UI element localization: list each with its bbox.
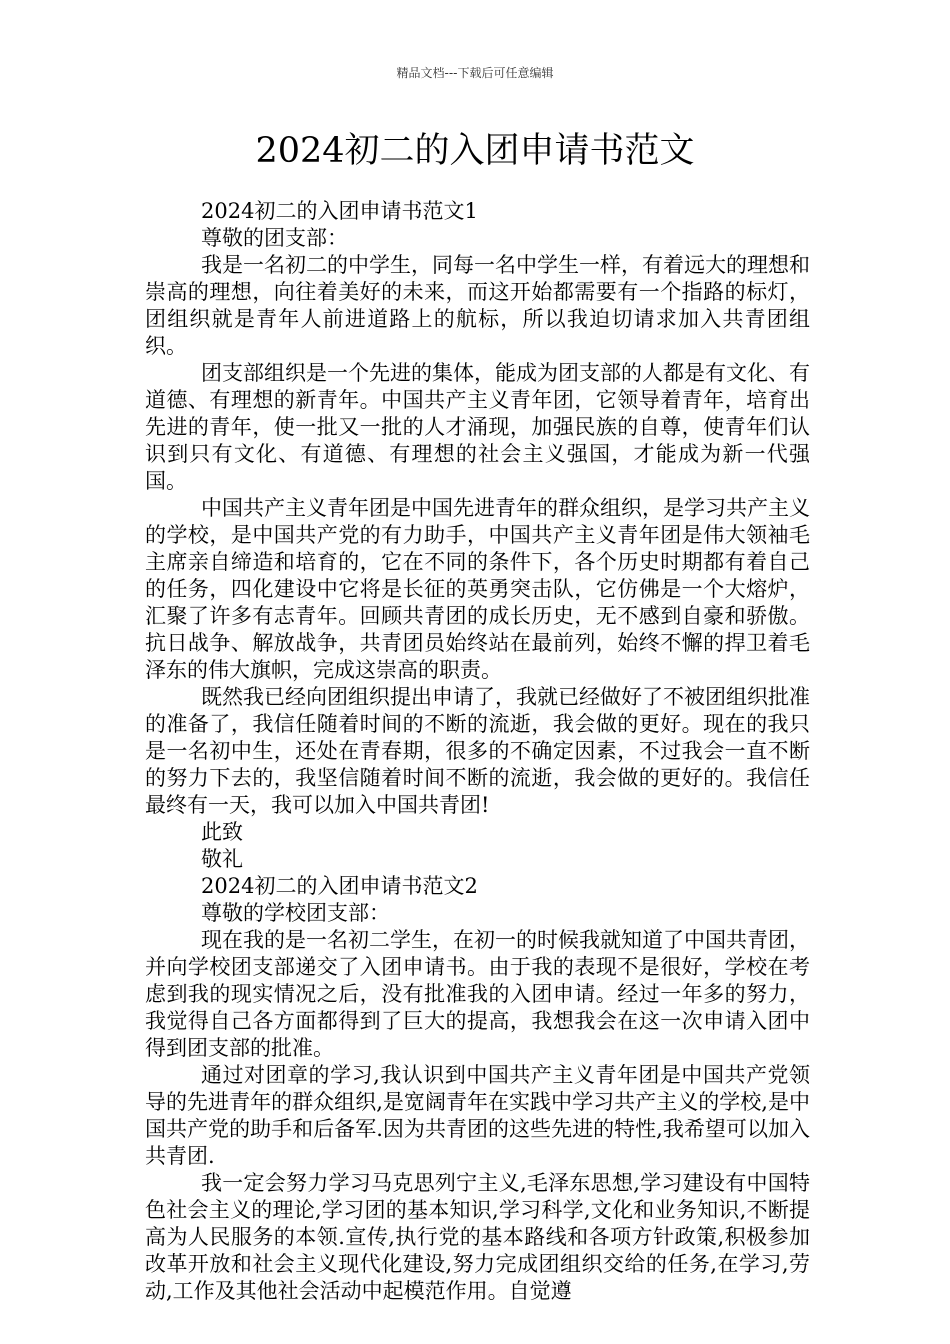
body-line: 2024初二的入团申请书范文2 xyxy=(201,874,478,898)
body-line: 2024初二的入团申请书范文1 xyxy=(201,199,478,223)
header-note: 精品文档---下载后可任意编辑 xyxy=(396,66,554,80)
body-line: 尊敬的学校团支部： xyxy=(201,901,390,925)
body-paragraph: 现在我的是一名初二学生，在初一的时候我就知道了中国共青团，并向学校团支部递交了入团申请书。由于我的表现不是很好，学校在考虑到我的现实情况之后，没有批准我的入团申请。经过一年多的努力，我觉得自己各方面都得到了巨大的提高，我想我会在这一次申请入团中得到团支部的批准。 xyxy=(145,928,810,1060)
body-paragraph: 团支部组织是一个先进的集体，能成为团支部的人都是有文化、有道德、有理想的新青年。中国共产主义青年团，它领导着青年，培育出先进的青年，使一批又一批的人才涌现，加强民族的自尊，使青年们认识到只有文化、有道德、有理想的社会主义强国，才能成为新一代强国。 xyxy=(145,361,810,493)
document-title: 2024初二的入团申请书范文 xyxy=(255,131,695,171)
body-paragraph: 通过对团章的学习,我认识到中国共产主义青年团是中国共产党领导的先进青年的群众组织,是宽阔青年在实践中学习共产主义的学校,是中国共产党的助手和后备军.因为共青团的这些先进的特性,我希望可以加入共青团. xyxy=(145,1063,810,1168)
body-paragraph: 中国共产主义青年团是中国先进青年的群众组织，是学习共产主义的学校，是中国共产党的有力助手，中国共产主义青年团是伟大领袖毛主席亲自缔造和培育的，它在不同的条件下，各个历史时期都有着自己的任务，四化建设中它将是长征的英勇突击队，它仿佛是一个大熔炉，汇聚了许多有志青年。回顾共青团的成长历史，无不感到自豪和骄傲。抗日战争、解放战争，共青团员始终站在最前列，始终不懈的捍卫着毛泽东的伟大旗帜，完成这崇高的职责。 xyxy=(145,496,810,682)
body-line: 尊敬的团支部： xyxy=(201,226,348,250)
body-paragraph: 我是一名初二的中学生，同每一名中学生一样，有着远大的理想和崇高的理想，向往着美好的未来，而这开始都需要有一个指路的标灯，团组织就是青年人前进道路上的航标，所以我迫切请求加入共青团组织。 xyxy=(145,253,810,358)
body-line: 此致 xyxy=(201,820,243,844)
body-paragraph: 既然我已经向团组织提出申请了，我就已经做好了不被团组织批准的准备了，我信任随着时间的不断的流逝，我会做的更好。现在的我只是一名初中生，还处在青春期，很多的不确定因素，不过我会一直不断的努力下去的，我坚信随着时间不断的流逝，我会做的更好的。我信任最终有一天，我可以加入中国共青团! xyxy=(145,685,810,817)
body-paragraph: 我一定会努力学习马克思列宁主义,毛泽东思想,学习建设有中国特色社会主义的理论,学习团的基本知识,学习科学,文化和业务知识,不断提高为人民服务的本领.宣传,执行党的基本路线和各项方针政策,积极参加改革开放和社会主义现代化建设,努力完成团组织交给的任务,在学习,劳动,工作及其他社会活动中起模范作用。自觉遵 xyxy=(145,1171,810,1303)
body-line: 敬礼 xyxy=(201,847,243,871)
document-body xyxy=(145,198,810,1305)
